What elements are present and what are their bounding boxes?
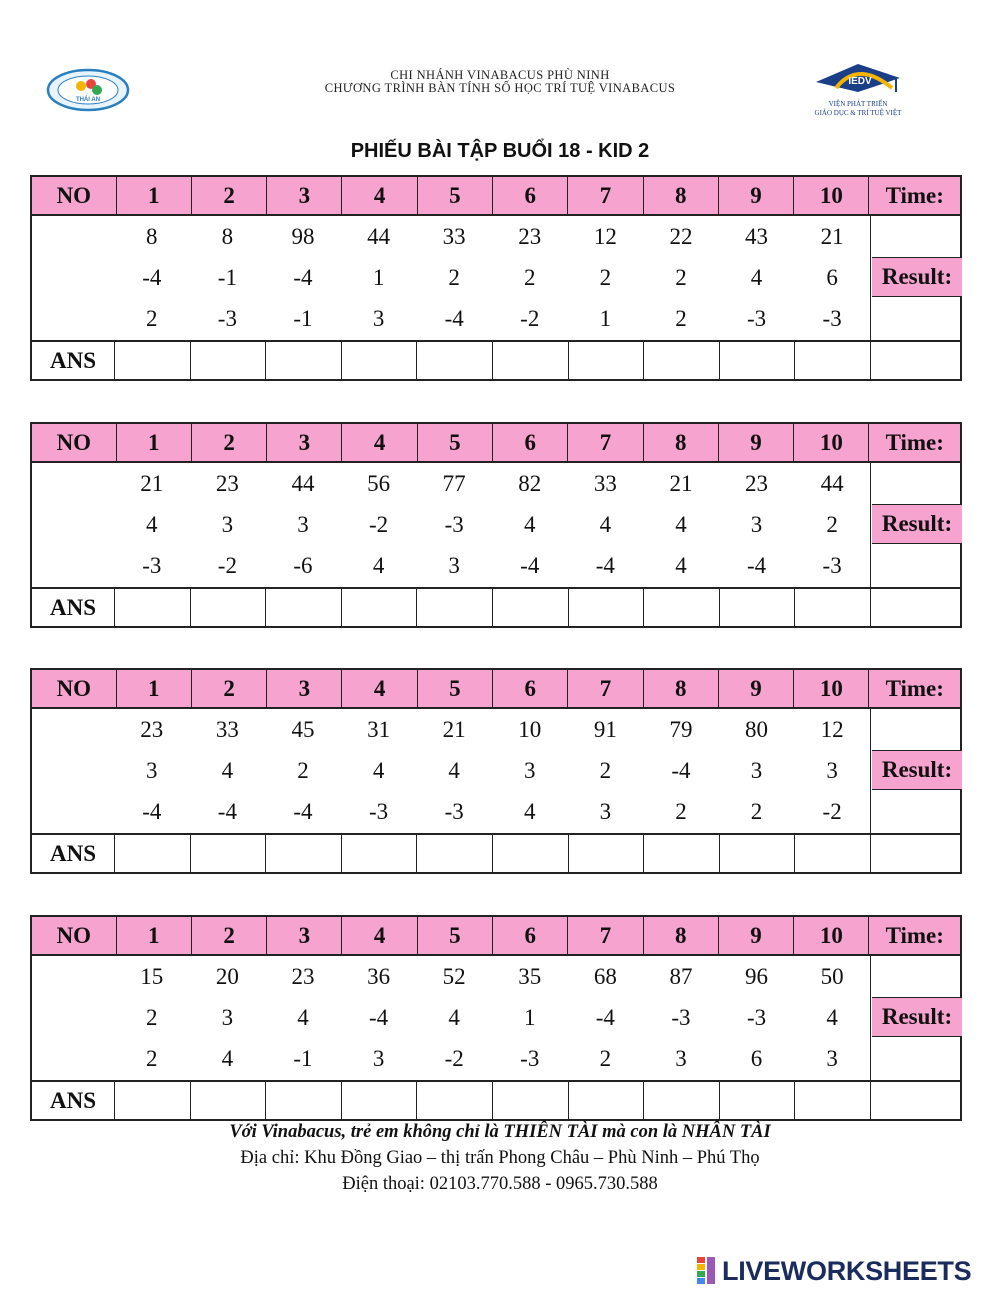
- column-number-7: 7: [567, 177, 642, 214]
- operand-value: 6: [826, 264, 838, 290]
- operand-value: -2: [217, 552, 237, 578]
- operand-value: 96: [745, 963, 769, 989]
- operand-value: 3: [826, 1045, 838, 1071]
- operand-value: 50: [820, 963, 844, 989]
- no-label: NO: [56, 922, 92, 948]
- column-number-9: 9: [718, 917, 793, 954]
- operand-value: 56: [367, 470, 391, 496]
- liveworksheets-icon: [696, 1256, 718, 1286]
- operand-value: -3: [671, 1004, 691, 1030]
- time-label: Time:: [868, 917, 960, 954]
- operand-value: 1: [599, 305, 612, 331]
- operand-row: [32, 750, 960, 791]
- row-spacer: [32, 463, 114, 504]
- operand-value: 3: [297, 511, 309, 537]
- answer-result-cell[interactable]: [870, 835, 960, 872]
- no-label: NO: [56, 182, 92, 208]
- answer-input-1[interactable]: [114, 835, 190, 872]
- operand-value: 2: [297, 757, 309, 783]
- row-spacer: [32, 298, 114, 339]
- operand-value: 68: [593, 963, 617, 989]
- answer-input-2[interactable]: [190, 589, 266, 626]
- page-header: [0, 0, 1000, 162]
- svg-text:VIỆN PHÁT TRIỂN: VIỆN PHÁT TRIỂN: [828, 100, 888, 108]
- operand-value: 2: [146, 1004, 158, 1030]
- answer-input-9[interactable]: [719, 835, 795, 872]
- answer-result-cell[interactable]: [870, 589, 960, 626]
- answer-input-1[interactable]: [114, 589, 190, 626]
- operand-value: -1: [293, 1045, 313, 1071]
- problem-values: [30, 463, 962, 587]
- operand-value: 4: [221, 1045, 234, 1071]
- answer-input-3[interactable]: [265, 589, 341, 626]
- operand-value: 23: [215, 470, 239, 496]
- row-spacer: [32, 997, 114, 1038]
- table-header-row: [30, 175, 962, 216]
- operand-value: 33: [593, 470, 617, 496]
- column-number-1: 1: [116, 917, 191, 954]
- answer-input-5[interactable]: [416, 1082, 492, 1119]
- program-name: CHƯƠNG TRÌNH BÀN TÍNH SỐ HỌC TRÍ TUỆ VINABACUS: [324, 81, 676, 95]
- operand-value: 44: [367, 223, 391, 249]
- column-number-10: 10: [793, 917, 868, 954]
- operand-value: 20: [215, 963, 239, 989]
- operand-value: 2: [448, 264, 460, 290]
- operand-value: 45: [291, 716, 315, 742]
- operand-value: -3: [217, 305, 237, 331]
- operand-value: -3: [746, 1004, 767, 1030]
- row-spacer: [32, 750, 114, 791]
- operand-value: 3: [750, 511, 763, 537]
- answer-input-7[interactable]: [568, 589, 644, 626]
- operand-value: -2: [444, 1045, 464, 1071]
- operand-value: -3: [746, 305, 767, 331]
- operand-value: 3: [675, 1045, 687, 1071]
- svg-text:THÁI AN: THÁI AN: [75, 97, 101, 103]
- operand-value: 2: [524, 264, 536, 290]
- column-number-2: 2: [191, 670, 266, 707]
- column-number-5: 5: [417, 424, 492, 461]
- operand-value: -3: [822, 305, 842, 331]
- column-number-2: 2: [191, 917, 266, 954]
- operand-value: 8: [146, 223, 158, 249]
- operand-value: -6: [293, 552, 313, 578]
- time-label: Time:: [868, 670, 960, 707]
- time-label: Time:: [868, 177, 960, 214]
- row-spacer: [32, 257, 114, 298]
- answer-input-10[interactable]: [794, 589, 870, 626]
- column-number-4: 4: [341, 177, 416, 214]
- operand-row: [32, 504, 960, 545]
- result-label: Result:: [872, 504, 962, 544]
- answer-input-9[interactable]: [719, 1082, 795, 1119]
- column-number-8: 8: [643, 177, 718, 214]
- table-header-row: [30, 915, 962, 956]
- operand-value: -1: [293, 305, 313, 331]
- column-number-9: 9: [718, 670, 793, 707]
- column-number-5: 5: [417, 670, 492, 707]
- table-header-row: [30, 668, 962, 709]
- exercise-table-1: [30, 175, 962, 381]
- column-number-4: 4: [341, 670, 416, 707]
- answer-input-7[interactable]: [568, 342, 644, 379]
- operand-value: 23: [518, 223, 542, 249]
- operand-value: 4: [675, 552, 687, 578]
- answer-input-2[interactable]: [190, 835, 266, 872]
- column-number-6: 6: [492, 917, 567, 954]
- answer-input-9[interactable]: [719, 342, 795, 379]
- operand-value: 3: [221, 511, 234, 537]
- answer-row: [30, 1080, 962, 1121]
- no-label: NO: [56, 675, 92, 701]
- result-label: Result:: [872, 257, 962, 297]
- column-number-7: 7: [567, 670, 642, 707]
- row-spacer: [32, 216, 114, 257]
- page-title: PHIẾU BÀI TẬP BUỔI 18 - KID 2: [350, 140, 650, 162]
- operand-row: [32, 1038, 960, 1079]
- answer-input-2[interactable]: [190, 342, 266, 379]
- operand-value: 1: [372, 264, 385, 290]
- problem-values: [30, 956, 962, 1080]
- answer-input-8[interactable]: [643, 1082, 719, 1119]
- column-number-3: 3: [266, 917, 341, 954]
- operand-value: 44: [820, 470, 844, 496]
- operand-value: -4: [595, 1004, 615, 1030]
- operand-value: -3: [368, 798, 389, 824]
- operand-value: 22: [669, 223, 693, 249]
- operand-value: 2: [599, 264, 612, 290]
- no-label: NO: [56, 429, 92, 455]
- svg-text:GIÁO DỤC & TRÍ TUỆ VIỆT: GIÁO DỤC & TRÍ TUỆ VIỆT: [814, 109, 902, 117]
- operand-value: -2: [822, 798, 842, 824]
- operand-value: 52: [442, 963, 466, 989]
- operand-value: 12: [820, 716, 844, 742]
- operand-value: 3: [599, 798, 612, 824]
- operand-value: -4: [671, 757, 691, 783]
- operand-value: 21: [442, 716, 466, 742]
- column-number-3: 3: [266, 424, 341, 461]
- operand-value: 43: [745, 223, 769, 249]
- operand-row: [32, 257, 960, 298]
- operand-value: 4: [221, 757, 234, 783]
- operand-value: 3: [826, 757, 838, 783]
- operand-value: 23: [140, 716, 164, 742]
- column-number-8: 8: [643, 917, 718, 954]
- operand-row: [32, 956, 960, 997]
- column-number-6: 6: [492, 177, 567, 214]
- operand-value: 31: [367, 716, 391, 742]
- column-number-7: 7: [567, 917, 642, 954]
- operand-value: 3: [750, 757, 763, 783]
- operand-value: 3: [146, 757, 158, 783]
- answer-input-8[interactable]: [643, 342, 719, 379]
- answer-input-10[interactable]: [794, 1082, 870, 1119]
- operand-value: 3: [372, 305, 385, 331]
- exercise-table-2: [30, 422, 962, 628]
- operand-value: 21: [140, 470, 164, 496]
- column-number-9: 9: [718, 177, 793, 214]
- answer-input-8[interactable]: [643, 835, 719, 872]
- operand-value: 15: [140, 963, 164, 989]
- operand-value: 2: [826, 511, 838, 537]
- operand-value: -3: [142, 552, 162, 578]
- operand-value: 4: [750, 264, 763, 290]
- operand-row: [32, 463, 960, 504]
- answer-input-10[interactable]: [794, 342, 870, 379]
- footer-slogan: Với Vinabacus, trẻ em không chỉ là THIÊN TÀI mà con là NHÂN TÀI: [229, 1122, 771, 1142]
- operand-value: 4: [599, 511, 612, 537]
- operand-value: 4: [372, 757, 385, 783]
- answer-input-5[interactable]: [416, 589, 492, 626]
- operand-value: 2: [675, 264, 687, 290]
- result-label: Result:: [872, 750, 962, 790]
- exercise-table-3: [30, 668, 962, 874]
- operand-value: -2: [368, 511, 389, 537]
- operand-value: 4: [524, 511, 536, 537]
- answer-input-2[interactable]: [190, 1082, 266, 1119]
- operand-value: -4: [520, 552, 540, 578]
- answer-input-3[interactable]: [265, 1082, 341, 1119]
- exercise-table-4: [30, 915, 962, 1121]
- column-number-10: 10: [793, 177, 868, 214]
- ans-label: ANS: [49, 594, 96, 620]
- operand-value: 1: [524, 1004, 536, 1030]
- operand-value: 2: [675, 305, 687, 331]
- time-label: Time:: [868, 424, 960, 461]
- operand-value: 98: [291, 223, 315, 249]
- answer-input-5[interactable]: [416, 342, 492, 379]
- footer-address: Địa chỉ: Khu Đồng Giao – thị trấn Phong Châu – Phù Ninh – Phú Thọ: [240, 1148, 760, 1168]
- operand-value: 6: [750, 1045, 763, 1071]
- ans-label: ANS: [49, 840, 96, 866]
- operand-row: [32, 997, 960, 1038]
- operand-value: 2: [599, 1045, 612, 1071]
- row-spacer: [32, 791, 114, 832]
- operand-value: -3: [444, 798, 464, 824]
- operand-value: 23: [291, 963, 315, 989]
- column-number-10: 10: [793, 670, 868, 707]
- operand-value: 3: [221, 1004, 234, 1030]
- answer-input-7[interactable]: [568, 835, 644, 872]
- operand-value: 21: [669, 470, 693, 496]
- operand-value: -4: [746, 552, 767, 578]
- answer-input-1[interactable]: [114, 342, 190, 379]
- operand-value: 4: [524, 798, 536, 824]
- operand-value: -4: [444, 305, 464, 331]
- operand-value: 8: [221, 223, 234, 249]
- operand-value: 21: [820, 223, 844, 249]
- operand-value: 4: [448, 1004, 460, 1030]
- answer-input-3[interactable]: [265, 342, 341, 379]
- operand-value: 77: [442, 470, 466, 496]
- column-number-1: 1: [116, 424, 191, 461]
- operand-value: 82: [518, 470, 542, 496]
- operand-row: [32, 545, 960, 586]
- operand-value: 4: [448, 757, 460, 783]
- liveworksheets-watermark: [696, 1254, 971, 1288]
- column-number-7: 7: [567, 424, 642, 461]
- operand-value: -4: [293, 264, 313, 290]
- operand-value: 4: [297, 1004, 309, 1030]
- answer-input-7[interactable]: [568, 1082, 644, 1119]
- answer-input-6[interactable]: [492, 835, 568, 872]
- operand-row: [32, 791, 960, 832]
- operand-value: 2: [675, 798, 687, 824]
- operand-value: 35: [518, 963, 542, 989]
- answer-input-6[interactable]: [492, 342, 568, 379]
- operand-value: 3: [524, 757, 536, 783]
- operand-row: [32, 216, 960, 257]
- operand-value: -3: [520, 1045, 540, 1071]
- row-spacer: [32, 504, 114, 545]
- operand-row: [32, 709, 960, 750]
- row-spacer: [32, 956, 114, 997]
- operand-value: 2: [599, 757, 612, 783]
- operand-value: -4: [368, 1004, 389, 1030]
- answer-input-6[interactable]: [492, 589, 568, 626]
- answer-result-cell[interactable]: [870, 342, 960, 379]
- operand-value: -3: [444, 511, 464, 537]
- operand-value: 87: [669, 963, 693, 989]
- problem-values: [30, 216, 962, 340]
- operand-value: 3: [448, 552, 460, 578]
- operand-value: 4: [372, 552, 385, 578]
- operand-value: -4: [217, 798, 237, 824]
- row-spacer: [32, 545, 114, 586]
- operand-value: 36: [367, 963, 391, 989]
- operand-value: 23: [745, 470, 769, 496]
- answer-input-4[interactable]: [341, 342, 417, 379]
- operand-value: -3: [822, 552, 842, 578]
- result-label: Result:: [872, 997, 962, 1037]
- answer-row: [30, 340, 962, 381]
- column-number-9: 9: [718, 424, 793, 461]
- table-header-row: [30, 422, 962, 463]
- operand-value: 10: [518, 716, 542, 742]
- operand-value: -4: [595, 552, 615, 578]
- operand-value: 79: [669, 716, 693, 742]
- column-number-4: 4: [341, 424, 416, 461]
- column-number-6: 6: [492, 670, 567, 707]
- footer-phone: Điện thoại: 02103.770.588 - 0965.730.588: [342, 1174, 658, 1194]
- operand-value: 44: [291, 470, 315, 496]
- operand-value: 3: [372, 1045, 385, 1071]
- answer-row: [30, 587, 962, 628]
- column-number-3: 3: [266, 177, 341, 214]
- answer-result-cell[interactable]: [870, 1082, 960, 1119]
- operand-value: 2: [146, 305, 158, 331]
- svg-text:IEDV: IEDV: [848, 76, 872, 87]
- operand-value: 2: [750, 798, 763, 824]
- ans-label: ANS: [49, 1087, 96, 1113]
- operand-value: -4: [142, 264, 162, 290]
- column-number-8: 8: [643, 424, 718, 461]
- column-number-1: 1: [116, 670, 191, 707]
- row-spacer: [32, 709, 114, 750]
- column-number-2: 2: [191, 424, 266, 461]
- column-number-5: 5: [417, 177, 492, 214]
- answer-input-4[interactable]: [341, 589, 417, 626]
- column-number-2: 2: [191, 177, 266, 214]
- column-number-1: 1: [116, 177, 191, 214]
- column-number-10: 10: [793, 424, 868, 461]
- operand-value: 4: [826, 1004, 838, 1030]
- operand-value: 33: [442, 223, 466, 249]
- operand-value: 80: [745, 716, 769, 742]
- answer-input-8[interactable]: [643, 589, 719, 626]
- column-number-3: 3: [266, 670, 341, 707]
- column-number-4: 4: [341, 917, 416, 954]
- answer-input-1[interactable]: [114, 1082, 190, 1119]
- operand-value: 91: [593, 716, 617, 742]
- column-number-8: 8: [643, 670, 718, 707]
- operand-row: [32, 298, 960, 339]
- column-number-6: 6: [492, 424, 567, 461]
- operand-value: -4: [293, 798, 313, 824]
- operand-value: -1: [217, 264, 237, 290]
- operand-value: -2: [520, 305, 540, 331]
- operand-value: 33: [215, 716, 239, 742]
- operand-value: 2: [146, 1045, 158, 1071]
- answer-input-4[interactable]: [341, 1082, 417, 1119]
- liveworksheets-text: LIVEWORKSHEETS: [722, 1255, 972, 1286]
- row-spacer: [32, 1038, 114, 1079]
- problem-values: [30, 709, 962, 833]
- answer-input-6[interactable]: [492, 1082, 568, 1119]
- iedv-logo: [808, 58, 958, 120]
- column-number-5: 5: [417, 917, 492, 954]
- answer-row: [30, 833, 962, 874]
- answer-input-4[interactable]: [341, 835, 417, 872]
- answer-input-3[interactable]: [265, 835, 341, 872]
- answer-input-9[interactable]: [719, 589, 795, 626]
- ans-label: ANS: [49, 347, 96, 373]
- operand-value: 4: [146, 511, 158, 537]
- operand-value: 12: [593, 223, 617, 249]
- answer-input-5[interactable]: [416, 835, 492, 872]
- branch-name: CHI NHÁNH VINABACUS PHÙ NINH: [390, 68, 610, 82]
- operand-value: 4: [675, 511, 687, 537]
- answer-input-10[interactable]: [794, 835, 870, 872]
- operand-value: -4: [142, 798, 162, 824]
